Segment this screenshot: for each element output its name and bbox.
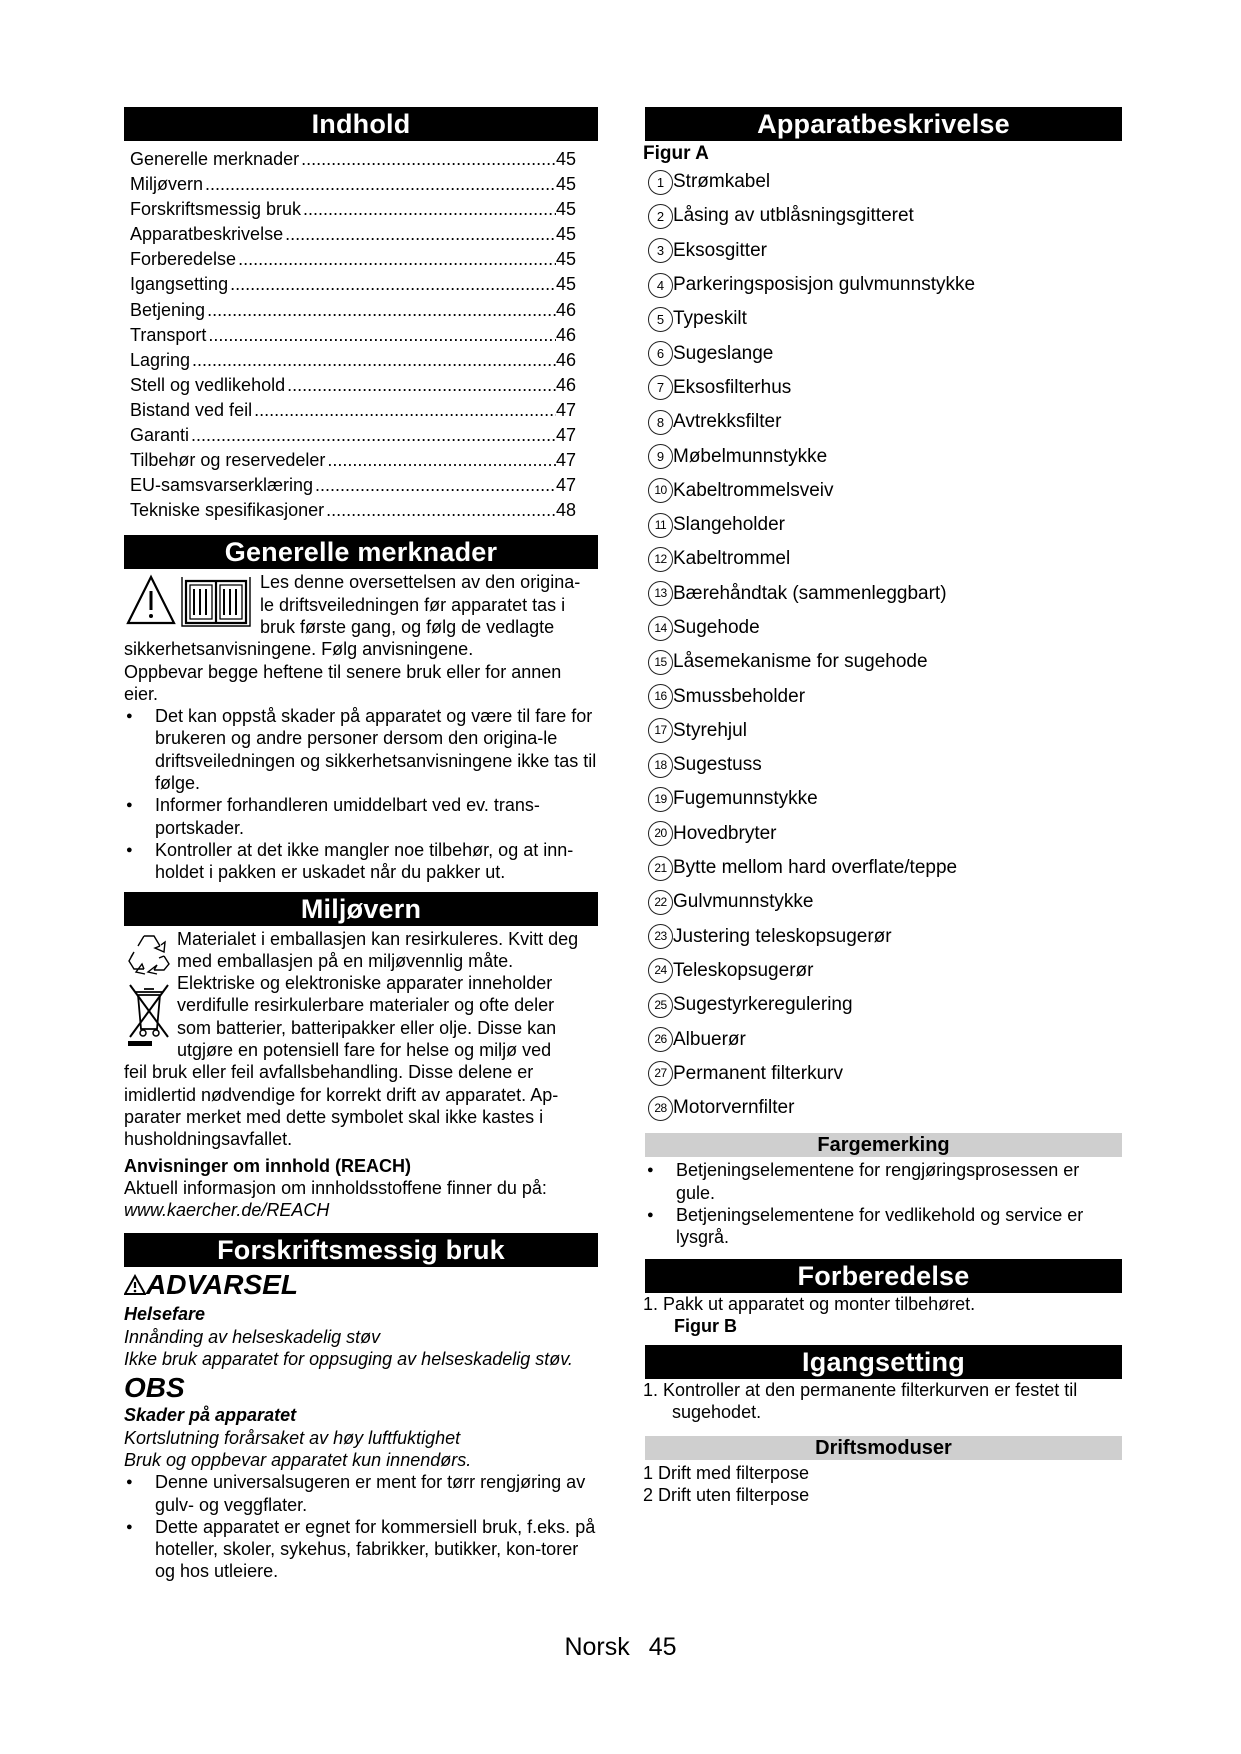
part-item [645,817,1122,851]
obs-line-2: Bruk og oppbevar apparatet kun innendørs. [124,1449,472,1470]
footer-language: Norsk [564,1633,630,1661]
toc-leader-dots [299,147,556,172]
part-label: Parkeringsposisjon gulvmunnstykke [673,274,976,296]
toc-item-title: Garanti [130,425,190,446]
general-intro-rest: sikkerhetsanvisningene. Følg anvisningene. [124,639,474,660]
toc-heading: Indhold [124,107,598,141]
toc-item-page: 46 [555,349,576,370]
toc-item-page: 48 [555,500,576,521]
env-block [124,928,598,1062]
reach-title: Anvisninger om innhold (REACH) [124,1155,411,1176]
toc-item [130,247,598,272]
part-number-badge: 23 [648,924,673,949]
mode-2: 2 Drift uten filterpose [643,1484,810,1505]
part-item [645,611,1122,645]
use-heading: Forskriftsmessig bruk [124,1233,598,1267]
part-label: Motorvernfilter [673,1097,795,1119]
part-item [645,1057,1122,1091]
part-label: Sugehode [673,617,760,638]
modes-heading: Driftsmoduser [645,1436,1122,1460]
desc-heading: Apparatbeskrivelse [645,107,1122,141]
weee-line-2: verdifulle resirkulerbare materialer og ofte deler [177,995,555,1016]
toc-item [130,373,598,398]
part-label: Gulvmunnstykke [673,891,814,913]
part-number-badge: 14 [648,616,673,641]
part-item [645,165,1122,199]
toc-item-title: Betjening [130,299,206,320]
toc-item-page: 47 [555,450,576,471]
toc-item-page: 45 [555,199,576,220]
manual-book-icon [182,577,250,626]
part-item [645,714,1122,748]
general-intro-line-1: Les denne oversettelsen av den origina- [260,572,581,593]
part-number-badge: 21 [648,856,673,881]
part-number-badge: 5 [648,307,673,332]
part-label: Slangeholder [673,514,785,536]
toc-item-title: Bistand ved feil [130,399,253,420]
warning-icon [124,571,260,631]
part-number-badge: 10 [648,478,673,503]
toc-leader-dots [205,298,556,323]
part-number-badge: 28 [648,1096,673,1121]
toc-item-title: Tilbehør og reservedeler [130,450,326,471]
recycle-icon [124,928,174,976]
toc-item-title: EU-samsvarserklæring [130,475,314,496]
toc-leader-dots [325,448,556,473]
part-item [645,1022,1122,1056]
part-number-badge: 15 [648,650,673,675]
toc-item-page: 47 [555,425,576,446]
part-item [645,885,1122,919]
part-label: Permanent filterkurv [673,1062,844,1084]
toc-item-title: Transport [130,324,207,345]
toc-leader-dots [301,197,556,222]
part-item [645,920,1122,954]
part-number-badge: 22 [648,890,673,915]
part-label: Eksosgitter [673,239,767,261]
general-keep-text: Oppbevar begge heftene til senere bruk eller for annen eier. [124,661,562,704]
toc-leader-dots [203,172,556,197]
general-bullet: ● Det kan oppstå skader på apparatet og være til fare for brukeren og andre personer dersom den origina-le driftsveiledningen og sikkerhetsanvisningene ikke tas til følge. [124,705,598,794]
part-label: Smussbeholder [673,685,806,707]
start-step: 1. Kontroller at den permanente filterkurven er festet til sugehodet. [643,1380,1078,1423]
general-intro-line-3: bruk første gang, og følg de vedlagte [260,617,555,637]
part-label: Teleskopsugerør [673,959,814,981]
toc-item [130,423,598,448]
toc-item-page: 47 [555,475,576,496]
part-label: Låsemekanisme for sugehode [673,651,928,673]
prep-heading: Forberedelse [645,1259,1122,1293]
part-label: Bærehåndtak (sammenleggbart) [673,582,947,604]
toc-item [130,147,598,172]
warning-sub: Helsefare [124,1304,206,1325]
part-number-badge: 3 [648,238,673,263]
toc-item-title: Tekniske spesifikasjoner [130,500,325,521]
table-of-contents [130,147,598,523]
general-bullet: ● Kontroller at det ikke mangler noe tilbehør, og at inn-holdet i pakken er uskadet når du pakker ut. [124,839,598,884]
general-intro [124,571,598,638]
part-number-badge: 12 [648,547,673,572]
toc-item-title: Forskriftsmessig bruk [130,199,302,220]
toc-leader-dots [228,272,556,297]
mode-1: 1 Drift med filterpose [643,1462,810,1483]
toc-item-page: 46 [555,299,576,320]
part-item [645,954,1122,988]
toc-leader-dots [324,498,556,523]
use-bullet: ● Dette apparatet er egnet for kommersiell bruk, f.eks. på hoteller, skoler, sykehus, fabrikker, butikker, kon-torer og hos utleiere. [124,1516,598,1583]
part-item [645,405,1122,439]
part-item [645,439,1122,473]
general-intro-line-2: le driftsveiledningen før apparatet tas i [260,594,566,615]
part-number-badge: 4 [648,273,673,298]
figure-a-label: Figur A [643,143,709,164]
part-item [645,474,1122,508]
page-footer [0,1633,1241,1662]
part-label: Strømkabel [673,171,771,193]
toc-item-title: Igangsetting [130,274,229,295]
toc-item-title: Forberedelse [130,249,237,270]
use-bullet: ● Denne universalsugeren er ment for tørr rengjøring av gulv- og veggflater. [124,1471,598,1516]
part-label: Møbelmunnstykke [673,445,828,467]
part-item [645,851,1122,885]
warning-label: ADVARSEL [146,1269,298,1301]
warning-title [124,1269,598,1303]
color-bullet: ● Betjeningselementene for rengjøringsprosessen er gule. [645,1159,1122,1204]
part-number-badge: 25 [648,993,673,1018]
part-label: Kabeltrommel [673,548,791,570]
part-item [645,577,1122,611]
part-number-badge: 9 [648,444,673,469]
reach-url: www.kaercher.de/REACH [124,1200,330,1221]
general-bullet: ● Informer forhandleren umiddelbart ved ev. trans-portskader. [124,794,598,839]
part-number-badge: 6 [648,341,673,366]
toc-item [130,298,598,323]
weee-line-3: som batterier, batteripakker eller olje. Disse kan [177,1017,557,1038]
part-item [645,371,1122,405]
toc-item [130,398,598,423]
part-label: Eksosfilterhus [673,376,792,398]
toc-item-page: 45 [555,224,576,245]
color-bullet: ● Betjeningselementene for vedlikehold og service er lysgrå. [645,1204,1122,1249]
env-heading: Miljøvern [124,892,598,926]
weee-line-4: utgjøre en potensiell fare for helse og miljø ved [177,1040,552,1061]
toc-item-title: Miljøvern [130,174,204,195]
prep-step: 1. Pakk ut apparatet og monter tilbehøret. [643,1293,976,1314]
part-number-badge: 2 [648,204,673,229]
part-item [645,302,1122,336]
part-number-badge: 27 [648,1061,673,1086]
warning-triangle-icon [124,1271,146,1303]
toc-leader-dots [285,373,556,398]
weee-bin-icon [124,981,174,1051]
toc-item [130,222,598,247]
toc-item-title: Apparatbeskrivelse [130,224,284,245]
part-number-badge: 16 [648,684,673,709]
toc-item-page: 46 [555,374,576,395]
part-item [645,782,1122,816]
toc-leader-dots [189,423,556,448]
toc-item [130,197,598,222]
toc-item-title: Stell og vedlikehold [130,374,286,395]
part-number-badge: 20 [648,821,673,846]
toc-leader-dots [190,348,556,373]
part-number-badge: 1 [648,170,673,195]
part-label: Bytte mellom hard overflate/teppe [673,857,958,879]
part-item [645,679,1122,713]
part-label: Justering teleskopsugerør [673,925,892,947]
toc-item-title: Lagring [130,349,191,370]
part-item [645,748,1122,782]
toc-item [130,272,598,297]
obs-line-1: Kortslutning forårsaket av høy luftfuktighet [124,1427,461,1448]
part-label: Låsing av utblåsningsgitteret [673,205,914,227]
warning-line-2: Ikke bruk apparatet for oppsuging av helseskadelig støv. [124,1349,573,1370]
part-label: Sugestyrkeregulering [673,994,853,1016]
toc-item-page: 45 [555,249,576,270]
weee-line-1: Elektriske og elektroniske apparater inneholder [177,973,553,994]
toc-item-page: 45 [555,274,576,295]
part-number-badge: 19 [648,787,673,812]
part-item [645,542,1122,576]
reach-text: Aktuell informasjon om innholdsstoffene finner du på: [124,1177,547,1198]
toc-leader-dots [236,247,556,272]
part-label: Styrehjul [673,719,747,741]
part-label: Albuerør [673,1028,746,1050]
part-item [645,234,1122,268]
toc-item-page: 45 [555,174,576,195]
obs-title: OBS [124,1372,185,1404]
toc-item [130,323,598,348]
left-column [124,107,598,1583]
toc-item [130,498,598,523]
part-number-badge: 26 [648,1027,673,1052]
part-number-badge: 8 [648,410,673,435]
part-label: Avtrekksfilter [673,411,782,433]
toc-item [130,448,598,473]
part-number-badge: 13 [648,581,673,606]
part-item [645,645,1122,679]
color-heading: Fargemerking [645,1133,1122,1157]
part-number-badge: 11 [648,513,673,538]
safety-icons [124,571,260,631]
part-label: Sugeslange [673,342,774,364]
toc-item [130,172,598,197]
obs-sub: Skader på apparatet [124,1405,297,1426]
part-label: Hovedbryter [673,822,777,844]
part-item [645,199,1122,233]
part-item [645,508,1122,542]
part-number-badge: 24 [648,958,673,983]
toc-leader-dots [206,323,556,348]
part-label: Typeskilt [673,308,747,330]
toc-leader-dots [252,398,556,423]
part-item [645,1091,1122,1125]
toc-leader-dots [313,473,556,498]
part-number-badge: 7 [648,375,673,400]
start-heading: Igangsetting [645,1345,1122,1379]
part-label: Fugemunnstykke [673,788,818,810]
part-item [645,336,1122,370]
footer-page-number: 45 [648,1633,677,1661]
toc-item-page: 46 [555,324,576,345]
toc-item [130,473,598,498]
parts-list [645,165,1122,1125]
part-item [645,268,1122,302]
toc-item-title: Generelle merknader [130,149,300,169]
toc-item [130,348,598,373]
recycle-text: Materialet i emballasjen kan resirkuleres. Kvitt deg med emballasjen på en miljøvennlig måte. [177,928,579,971]
general-heading: Generelle merknader [124,535,598,569]
figure-b-label: Figur B [674,1315,737,1336]
toc-item-page: 45 [555,149,576,169]
toc-item-page: 47 [555,399,576,420]
weee-rest: feil bruk eller feil avfallsbehandling. Disse delene er imidlertid nødvendige for korrekt drift av apparatet. Ap-parater merket med dette symbolet skal ikke kastes i husholdningsavfallet. [124,1062,559,1150]
part-number-badge: 18 [648,753,673,778]
part-number-badge: 17 [648,718,673,743]
env-icons [124,928,177,1062]
part-label: Kabeltrommelsveiv [673,479,834,501]
warning-line-1: Innånding av helseskadelig støv [124,1326,381,1347]
right-column [645,107,1122,1506]
part-item [645,988,1122,1022]
part-label: Sugestuss [673,754,762,776]
toc-leader-dots [283,222,556,247]
